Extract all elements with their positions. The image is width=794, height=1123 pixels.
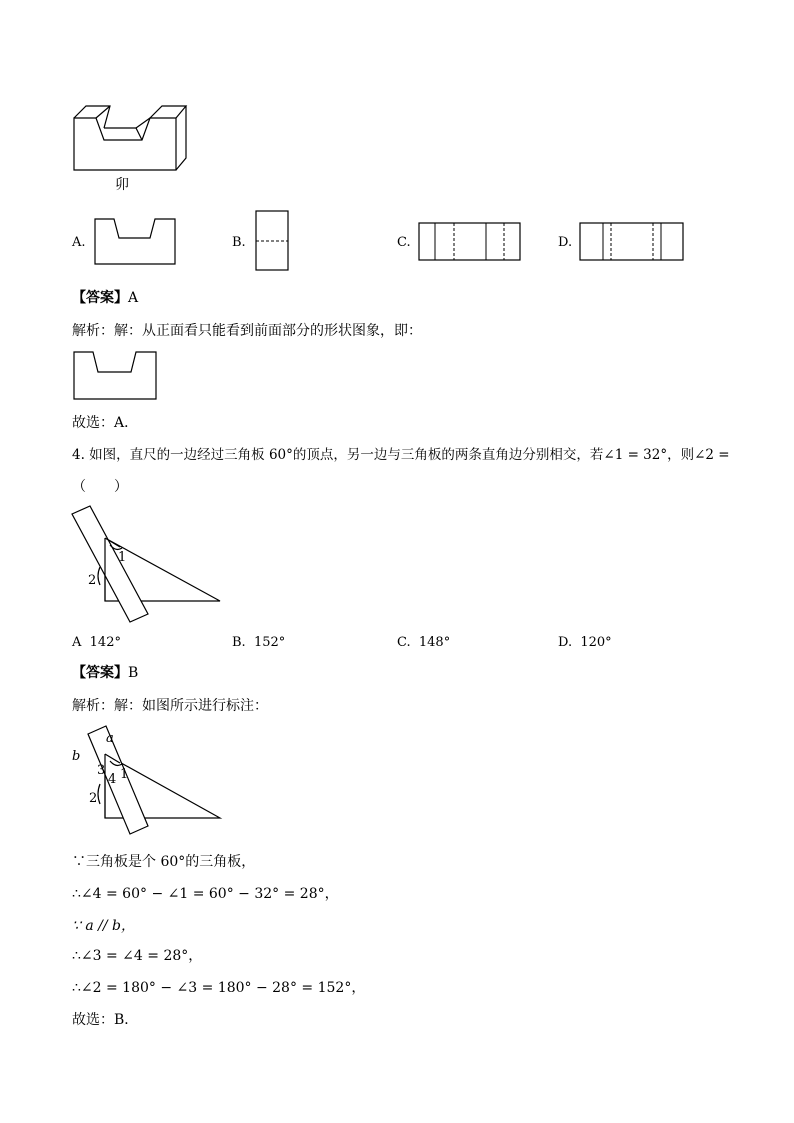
q4-option-b-value: 152° <box>253 635 286 650</box>
q4-step-2: ∴∠4 = 60° − ∠1 = 60° − 32° = 28°， <box>72 886 339 902</box>
block-figure-caption: 卯 <box>115 177 129 193</box>
q4-option-c-letter: C. <box>397 635 411 650</box>
q4-step-4: ∴∠3 = ∠4 = 28°， <box>72 948 203 964</box>
answer-value: B <box>128 665 139 681</box>
q4-analysis: 解析：解：如图所示进行标注： <box>72 698 268 714</box>
q3-analysis: 解析：解：从正面看只能看到前面部分的形状图象，即： <box>72 323 422 339</box>
option-d-figure <box>579 222 685 262</box>
q4-option-c-value: 148° <box>418 635 451 650</box>
q4-option-b-letter: B. <box>232 635 246 650</box>
option-b-label: B. <box>232 235 246 250</box>
q4-option-b <box>232 634 285 652</box>
q4-option-c <box>397 634 450 652</box>
option-c-label: C. <box>397 235 411 250</box>
front-view-figure <box>72 350 158 402</box>
q4-step-5: ∴∠2 = 180° − ∠3 = 180° − 28° = 152°， <box>72 980 366 996</box>
q4-option-a-letter: A <box>72 635 82 650</box>
q4-fig-label-1: 1 <box>118 550 127 565</box>
q4-option-d-letter: D. <box>558 635 573 650</box>
block-3d-figure <box>70 100 190 180</box>
q4-fig2-label-a: a <box>106 731 114 746</box>
answer-value: A <box>128 290 139 306</box>
q4-annotated-figure <box>70 726 230 838</box>
q4-option-a <box>72 634 121 652</box>
q4-fig2-label-1: 1 <box>120 767 129 782</box>
q4-stem-line1: 4. 如图，直尺的一边经过三角板 60°的顶点，另一边与三角板的两条直角边分别相交，若∠1 = 32°，则∠2 = <box>72 447 730 463</box>
q4-option-d <box>558 634 612 652</box>
answer-tag: 【答案】 <box>72 290 128 306</box>
q4-fig-label-2: 2 <box>88 573 97 588</box>
q4-ruler-triangle-figure <box>70 506 230 618</box>
option-a-label: A. <box>72 235 86 250</box>
option-b-figure <box>254 210 290 272</box>
q4-conclusion: 故选：B． <box>72 1012 139 1028</box>
q4-answer-line <box>72 664 138 682</box>
q4-fig2-label-b: b <box>72 749 81 764</box>
q4-step-3: ∵ a // b， <box>72 918 135 934</box>
q3-conclusion: 故选：A． <box>72 415 139 431</box>
q3-answer-line <box>72 289 138 307</box>
q4-option-d-value: 120° <box>580 635 612 650</box>
q4-fig2-label-4: 4 <box>108 772 117 787</box>
q4-step-1: ∵三角板是个 60°的三角板， <box>72 854 256 870</box>
option-c-figure <box>418 222 522 262</box>
q4-option-a-value: 142° <box>89 635 121 650</box>
q4-fig2-label-2: 2 <box>89 791 98 806</box>
answer-tag: 【答案】 <box>72 665 128 681</box>
q4-stem-line2: （ ） <box>72 479 128 495</box>
option-a-figure <box>94 218 178 266</box>
q4-fig2-label-3: 3 <box>97 763 106 778</box>
option-d-label: D. <box>558 235 573 250</box>
